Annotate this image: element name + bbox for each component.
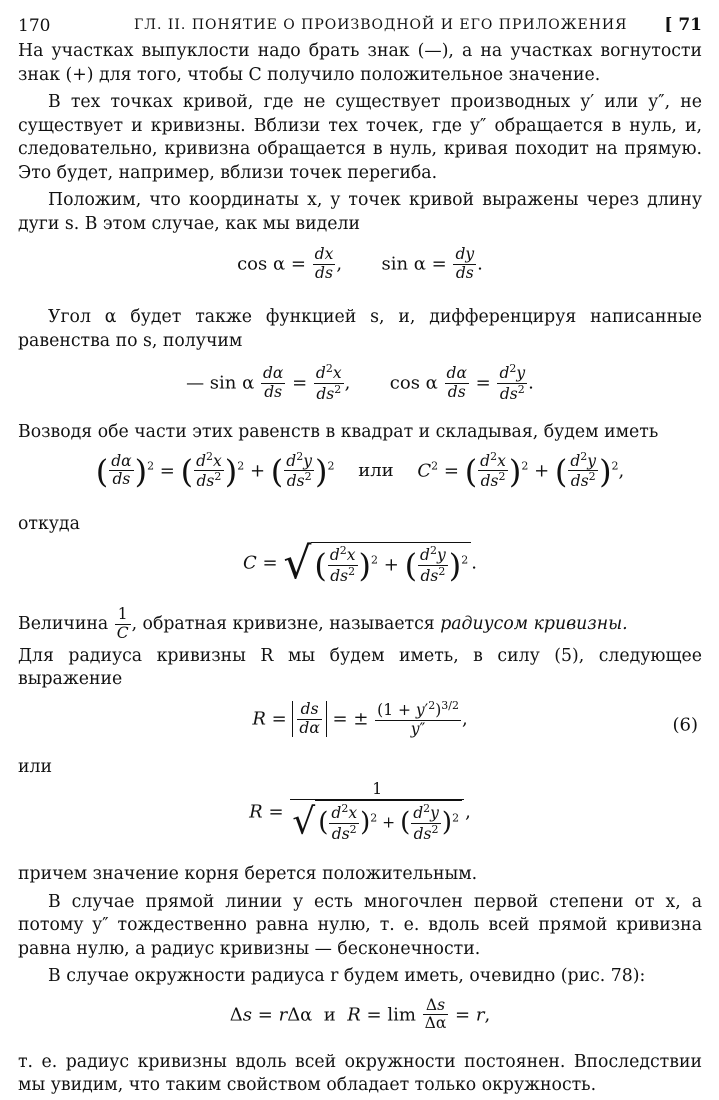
equation-number-6: (6): [672, 714, 698, 736]
term-radius-of-curvature: радиусом кривизны.: [440, 613, 628, 634]
equation-squares: ( $\frac{d\alpha}{ds}$ )$^2$ = ( $\frac{d^2x}{ds^2}$ )$^2$ + ( $\frac{d^2y}{ds^2}$ )$^2$ или $C^2$ = ( $\frac{d^2x}{ds^2}$ )$^2$ + ( $\frac{d^2y}{ds^2}$ )$^2$,: [95, 449, 625, 491]
equation-radius-root: R = 1 √ ( $\frac{d^2x}{ds^2}$ )$^2$ + ( $\frac{d^2y}{ds^2}$ )$^2$ ,: [249, 780, 471, 844]
paragraph-radius-middle: , обратная кривизне, называется: [131, 613, 435, 634]
paragraph-sign-rule: На участках выпуклости надо брать знак (—), а на участках вогнутости знак (+) для того, чтобы C получило положительное значение.: [18, 41, 702, 85]
paragraph-square-sum: Возводя обе части этих равенств в квадрат и складывая, будем иметь: [18, 422, 659, 442]
paragraph-or: или: [18, 756, 53, 777]
paragraph-angle-function: Угол α будет также функцией s, и, дифференцируя написанные равенства по s, получим: [18, 307, 702, 351]
equation-6-radius: R = $\frac{ds}{d\alpha}$ = ± $\frac{(1 + y'^2)^{3/2}}{y''}$ , (6): [252, 698, 698, 738]
paragraph-circle: В случае окружности радиуса r будем иметь, очевидно (рис. 78):: [48, 966, 646, 987]
equation-cos-sin-alpha: cos α = $\frac{dx}{ds}$ , sin α = $\frac{dy}{ds}$ .: [237, 245, 483, 282]
paragraph-constant-radius: т. е. радиус кривизны вдоль всей окружности постоянен. Впоследствии мы увидим, что таким свойством обладает только окружность.: [18, 1051, 702, 1096]
paragraph-arc-length: Положим, что координаты x, y точек кривой выражены через длину дуги s. В этом случае, как мы видели: [18, 190, 702, 234]
paragraph-no-curvature: В тех точках кривой, где не существует производных y′ или y″, не существует и кривизны. Вблизи тех точек, где y″ обращается в нуль, и, следовательно, кривизна обращается в нуль, кривая походит на прямую. Это будет, например, вблизи точек перегиба.: [18, 92, 702, 183]
equation-circle-radius: Δs = rΔα и R = lim $\frac{\Delta s}{\Delta\alpha}$ = r,: [229, 995, 491, 1033]
paragraph-straight-line: В случае прямой линии y есть многочлен первой степени от x, а потому y″ тождественно равна нулю, т. е. вдоль всей прямой кривизна равна нулю, а радиус кривизны — бесконечности.: [18, 891, 702, 959]
chapter-title: ГЛ. II. ПОНЯТИЕ О ПРОИЗВОДНОЙ И ЕГО ПРИЛОЖЕНИЯ: [134, 17, 628, 33]
paragraph-radius-lead: Величина: [18, 613, 109, 634]
paragraph-positive-root: причем значение корня берется положительным.: [18, 864, 478, 885]
equation-curvature: C = √( $\frac{d^2x}{ds^2}$ )$^2$ + ( $\frac{d^2y}{ds^2}$ )$^2$ .: [243, 538, 477, 589]
paragraph-radius-expression: Для радиуса кривизны R мы будем иметь, в силу (5), следующее выражение: [18, 645, 702, 690]
running-header: [18, 10, 702, 40]
paragraph-radius-definition: Величина $\frac{1}{C}$ , обратная кривизне, называется радиусом кривизны.: [18, 605, 628, 642]
paragraph-whence: откуда: [18, 513, 80, 534]
equation-derivatives: — sin α $\frac{d\alpha}{ds}$ = $\frac{d^2x}{ds^2}$ , cos α $\frac{d\alpha}{ds}$ = $\frac{d^2y}{ds^2}$ .: [186, 362, 534, 404]
book-page: [18, 10, 702, 1095]
page-number: 170: [18, 16, 51, 36]
section-number: [ 71: [664, 15, 702, 35]
equation-word-or: или: [358, 459, 394, 481]
